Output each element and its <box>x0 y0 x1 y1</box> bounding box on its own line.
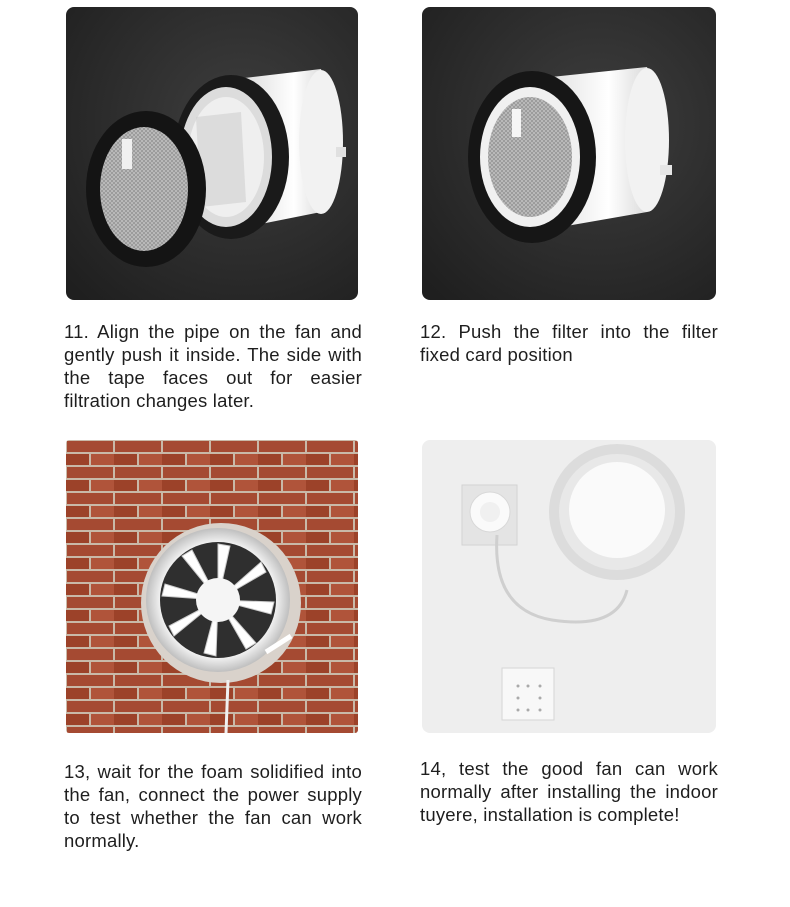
step-12-caption: 12. Push the filter into the filter fixed card position <box>420 321 718 365</box>
indoor-tuyere-installed-illustration <box>422 440 716 733</box>
step-13-caption: 13, wait for the foam solidified into the fan, connect the power supply to test whether the fan can work normally. <box>64 761 362 851</box>
step-12-photo <box>422 7 716 300</box>
step-14-caption: 14, test the good fan can work normally after installing the indoor tuyere, installation is complete! <box>420 758 718 825</box>
fan-in-brick-wall-illustration <box>66 440 358 733</box>
assembled-filter-illustration <box>422 7 716 300</box>
filter-and-pipe-illustration <box>66 7 358 300</box>
step-14-photo <box>422 440 716 733</box>
step-11-caption: 11. Align the pipe on the fan and gently push it inside. The side with the tape faces out for easier filtration changes later. <box>64 321 362 411</box>
step-11-photo <box>66 7 358 300</box>
step-13-photo <box>66 440 358 733</box>
